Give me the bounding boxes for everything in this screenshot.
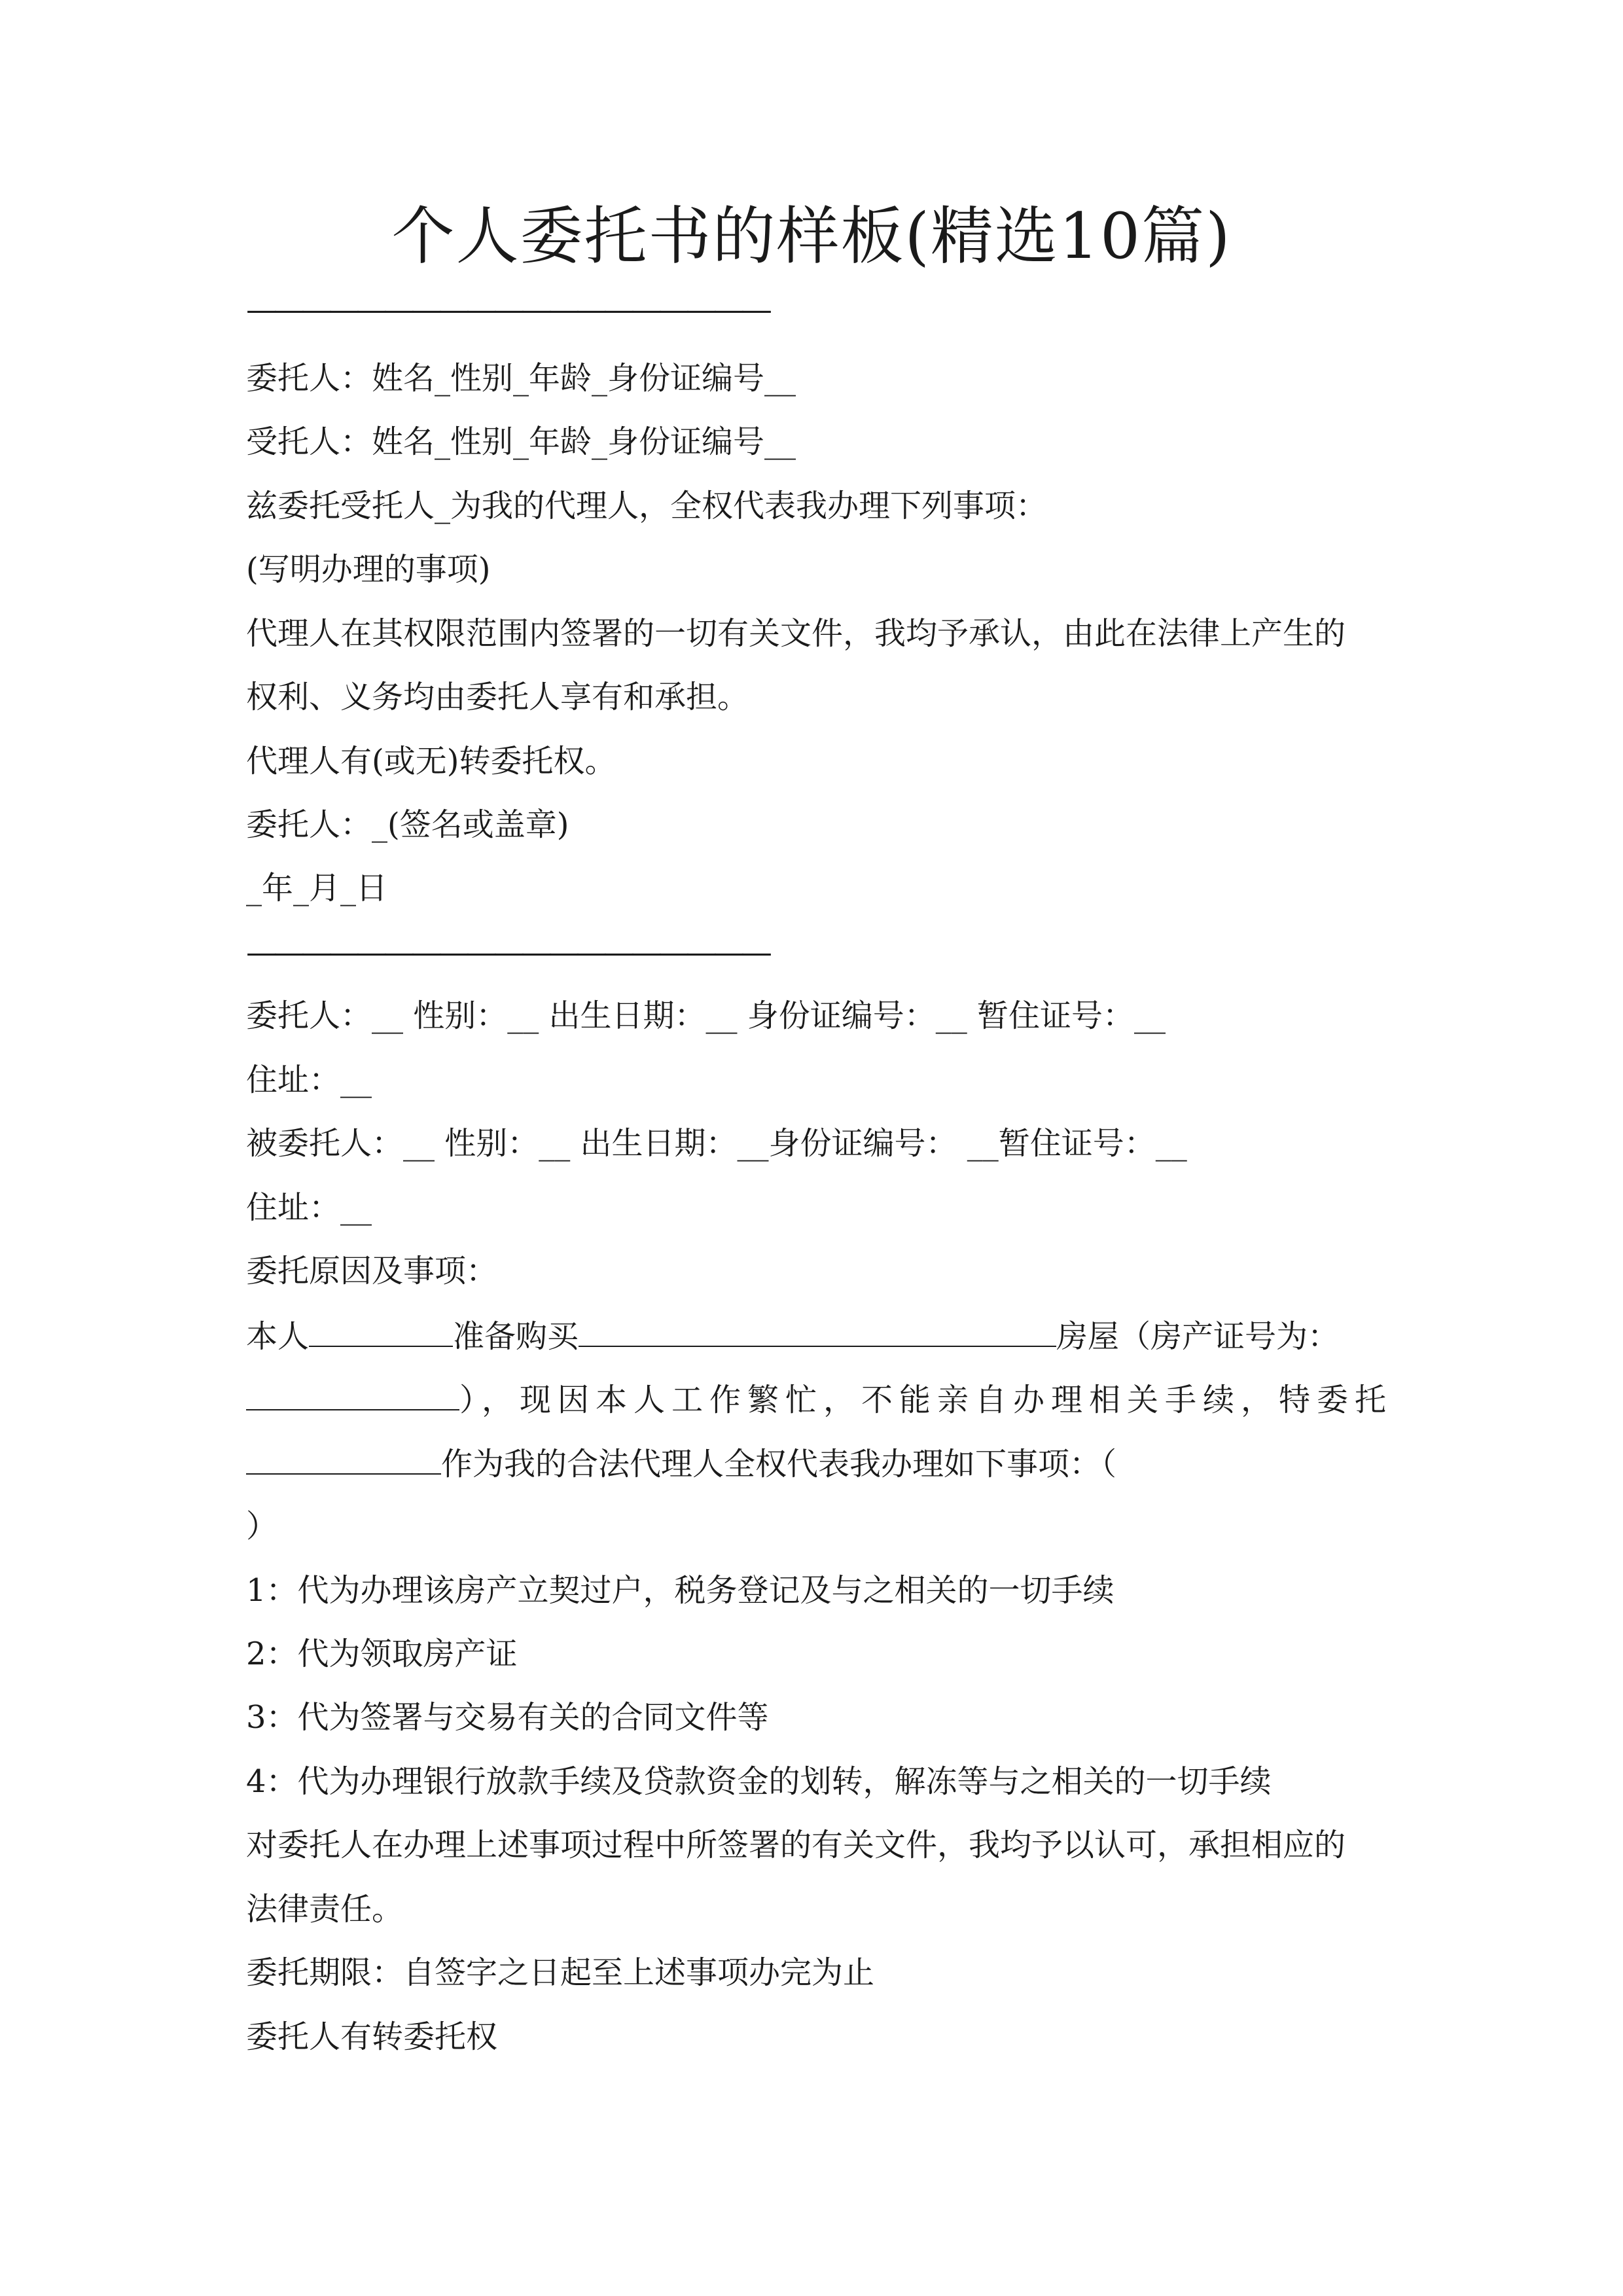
list-item: 1：代为办理该房产立契过户，税务登记及与之相关的一切手续 — [246, 1572, 1115, 1609]
agent-address-line: 住址：__ — [246, 1189, 372, 1226]
appointment-line: 兹委托受托人_为我的代理人，全权代表我办理下列事项： — [246, 488, 1048, 524]
agent-details-line: 被委托人：__ 性别：__ 出生日期：__身份证编号： __暂住证号：__ — [246, 1125, 1187, 1162]
principal-address-line: 住址：__ — [246, 1062, 372, 1098]
sub-delegation-line: 代理人有(或无)转委托权。 — [246, 743, 616, 780]
date-line: _年_月_日 — [246, 870, 388, 906]
purchase-text-self: 本人 — [246, 1318, 310, 1355]
acknowledgement-line-cont: 权利、义务均由委托人享有和承担。 — [246, 679, 749, 715]
name-blank — [309, 1316, 453, 1347]
principal-info-line: 委托人：姓名_性别_年龄_身份证编号__ — [246, 360, 796, 397]
agent-name-blank — [246, 1443, 441, 1475]
matters-line: (写明办理的事项) — [246, 551, 491, 588]
acknowledgement-line: 代理人在其权限范围内签署的一切有关文件，我均予承认，由此在法律上产生的 — [246, 615, 1346, 652]
purchase-paragraph-line — [246, 1379, 1393, 1420]
purchase-text-authority: 作为我的合法代理人全权代表我办理如下事项：（ — [441, 1446, 1117, 1482]
list-item: 3：代为签署与交易有关的合同文件等 — [246, 1699, 769, 1736]
list-item: 2：代为领取房产证 — [246, 1636, 518, 1672]
section-divider: ——————————————————— — [246, 934, 768, 971]
purchase-text-house: 房屋（房产证号为： — [1056, 1318, 1340, 1355]
agent-info-line: 受托人：姓名_性别_年龄_身份证编号__ — [246, 423, 796, 460]
purchase-paragraph-line — [246, 1316, 1339, 1356]
purchase-text-buy: 准备购买 — [453, 1318, 579, 1355]
sub-delegation-line: 委托人有转委托权 — [246, 2018, 498, 2055]
property-blank — [579, 1316, 1056, 1347]
reason-heading: 委托原因及事项： — [246, 1253, 498, 1289]
acceptance-line: 对委托人在办理上述事项过程中所签署的有关文件，我均予以认可，承担相应的 — [246, 1827, 1346, 1863]
purchase-paragraph-line — [246, 1443, 1116, 1484]
purchase-text-reason: ），现因本人工作繁忙，不能亲自办理相关手续，特委托 — [459, 1382, 1393, 1418]
list-item: 4：代为办理银行放款手续及贷款资金的划转，解冻等与之相关的一切手续 — [246, 1763, 1272, 1800]
acceptance-line-cont: 法律责任。 — [246, 1891, 404, 1928]
principal-details-line: 委托人：__ 性别：__ 出生日期：__ 身份证编号：__ 暂住证号：__ — [246, 997, 1166, 1034]
section-divider: ——————————————————— — [246, 291, 768, 328]
purchase-paragraph-line: ） — [246, 1508, 278, 1545]
certificate-number-blank — [246, 1379, 459, 1410]
document-title: 个人委托书的样板(精选10篇) — [391, 200, 1232, 273]
term-line: 委托期限：自签字之日起至上述事项办完为止 — [246, 1954, 875, 1991]
signature-line: 委托人：_(签名或盖章) — [246, 806, 569, 843]
